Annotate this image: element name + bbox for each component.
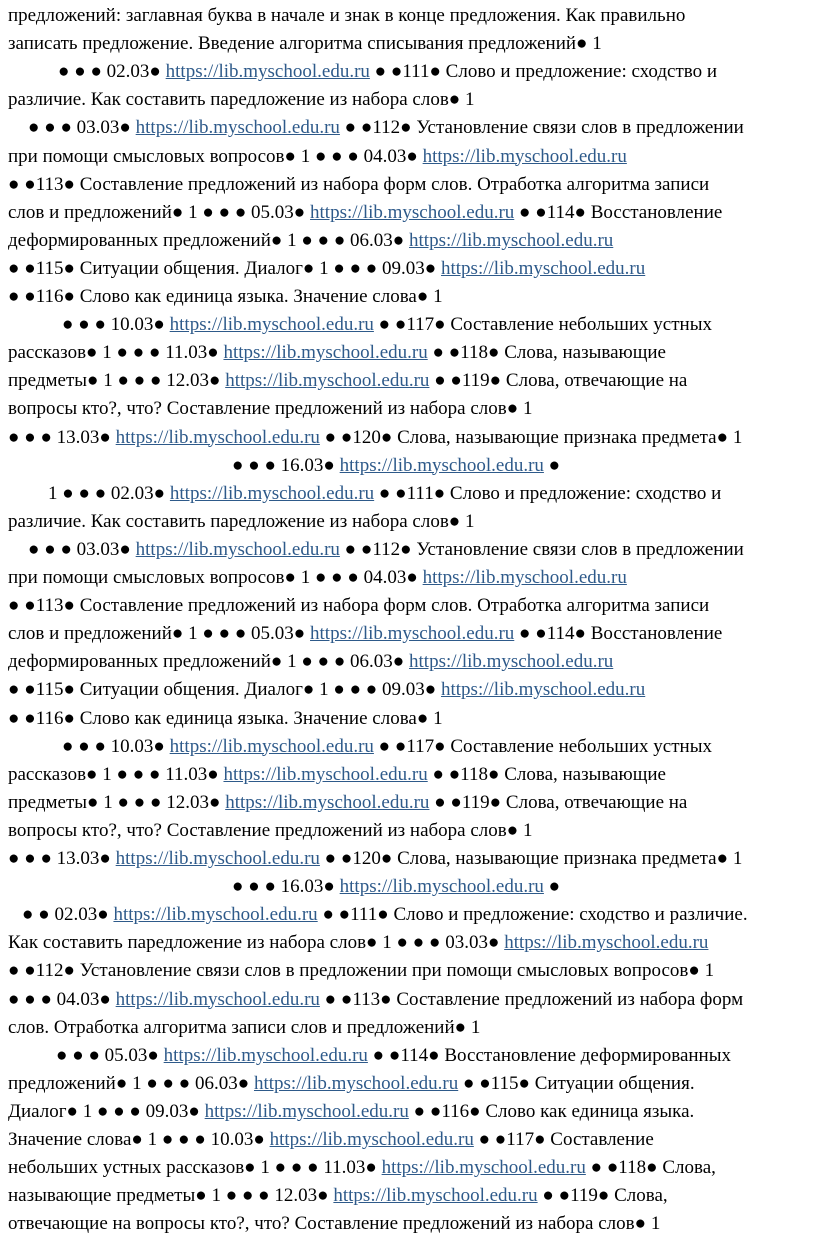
resource-link[interactable]: https://lib.myschool.edu.ru bbox=[204, 1100, 409, 1122]
line-text: Диалог● 1 ● ● ● 09.03● bbox=[8, 1100, 205, 1122]
resource-link[interactable]: https://lib.myschool.edu.ru bbox=[163, 1044, 368, 1066]
document-line bbox=[0, 227, 816, 255]
document-line bbox=[0, 283, 816, 311]
resource-link[interactable]: https://lib.myschool.edu.ru bbox=[409, 229, 614, 251]
line-text: предложений: заглавная буква в начале и знак в конце предложения. Как правильно bbox=[8, 5, 686, 26]
line-text: записать предложение. Введение алгоритма списывания предложений● 1 bbox=[8, 33, 602, 55]
line-text: ● bbox=[543, 876, 561, 898]
document-line bbox=[0, 424, 816, 452]
document-line bbox=[0, 1070, 816, 1098]
line-text: ● ● ● 16.03● bbox=[232, 876, 340, 898]
line-text: ● ●119● Слова, отвечающие на bbox=[429, 370, 688, 392]
resource-link[interactable]: https://lib.myschool.edu.ru bbox=[225, 370, 430, 392]
line-text: ● ● ● 16.03● bbox=[232, 454, 340, 476]
document-line bbox=[0, 817, 816, 845]
line-text: ● ●117● Составление небольших устных bbox=[373, 314, 712, 336]
resource-link[interactable]: https://lib.myschool.edu.ru bbox=[381, 1157, 586, 1179]
document-line bbox=[0, 58, 816, 86]
line-text: небольших устных рассказов● 1 ● ● ● 11.03● bbox=[8, 1157, 382, 1179]
line-text: ● bbox=[543, 454, 561, 476]
document-line bbox=[0, 761, 816, 789]
document-line bbox=[0, 311, 816, 339]
line-text: ● ●119● Слова, отвечающие на bbox=[429, 791, 688, 813]
line-text: ● ● ● 03.03● bbox=[28, 117, 136, 139]
line-text: ● ●120● Слова, называющие признака предмета● 1 bbox=[319, 426, 743, 448]
line-text: ● ●113● Составление предложений из набора форм bbox=[319, 988, 744, 1010]
line-text: ● ● ● 13.03● bbox=[8, 426, 116, 448]
line-text: Значение слова● 1 ● ● ● 10.03● bbox=[8, 1129, 270, 1150]
line-text: ● ●113● Составление предложений из набора форм слов. Отработка алгоритма записи bbox=[8, 595, 710, 617]
document-line bbox=[0, 143, 816, 171]
resource-link[interactable]: https://lib.myschool.edu.ru bbox=[165, 61, 370, 83]
document-line bbox=[0, 452, 816, 480]
line-text: ● ● ● 02.03● bbox=[58, 61, 166, 83]
line-text: рассказов● 1 ● ● ● 11.03● bbox=[8, 342, 224, 364]
resource-link[interactable]: https://lib.myschool.edu.ru bbox=[422, 567, 627, 588]
line-text: вопросы кто?, что? Составление предложений из набора слов● 1 bbox=[8, 819, 533, 841]
document-line bbox=[0, 873, 816, 901]
line-text: ● ●116● Слово как единица языка. bbox=[408, 1100, 695, 1122]
line-text: ● ●115● Ситуации общения. Диалог● 1 ● ● ● 09.03● bbox=[8, 257, 441, 279]
line-text: ● ●117● Составление bbox=[473, 1129, 654, 1150]
line-text: рассказов● 1 ● ● ● 11.03● bbox=[8, 763, 224, 785]
line-text: слов и предложений● 1 ● ● ● 05.03● bbox=[8, 201, 311, 223]
line-text: различие. Как составить паредложение из набора слов● 1 bbox=[8, 510, 475, 532]
resource-link[interactable]: https://lib.myschool.edu.ru bbox=[223, 342, 428, 364]
line-text: ● ●118● Слова, называющие bbox=[427, 763, 666, 785]
line-text: ● ● ● 05.03● bbox=[56, 1044, 164, 1066]
line-text: ● ● 02.03● bbox=[22, 904, 114, 926]
line-text: ● ● ● 13.03● bbox=[8, 848, 116, 869]
document-line bbox=[0, 676, 816, 704]
line-text: ● ●120● Слова, называющие признака предмета● 1 bbox=[319, 848, 743, 869]
line-text: ● ●111● Слово и предложение: сходство и bbox=[374, 482, 722, 504]
line-text: называющие предметы● 1 ● ● ● 12.03● bbox=[8, 1185, 334, 1207]
resource-link[interactable]: https://lib.myschool.edu.ru bbox=[269, 1129, 474, 1150]
document-line bbox=[0, 480, 816, 508]
resource-link[interactable]: https://lib.myschool.edu.ru bbox=[339, 876, 544, 898]
resource-link[interactable]: https://lib.myschool.edu.ru bbox=[169, 482, 375, 504]
line-text: ● ●119● Слова, bbox=[537, 1185, 668, 1207]
line-text: ● ● ● 03.03● bbox=[28, 538, 136, 560]
document-line bbox=[0, 2, 816, 30]
document-line bbox=[0, 30, 816, 58]
document-line bbox=[0, 1182, 816, 1210]
resource-link[interactable]: https://lib.myschool.edu.ru bbox=[339, 454, 544, 476]
resource-link[interactable]: https://lib.myschool.edu.ru bbox=[169, 735, 374, 757]
resource-link[interactable]: https://lib.myschool.edu.ru bbox=[253, 1072, 459, 1094]
line-text: вопросы кто?, что? Составление предложений из набора слов● 1 bbox=[8, 398, 533, 420]
line-text: слов и предложений● 1 ● ● ● 05.03● bbox=[8, 623, 311, 645]
document-line bbox=[0, 86, 816, 114]
resource-link[interactable]: https://lib.myschool.edu.ru bbox=[310, 623, 515, 645]
line-text: ● ● ● 10.03● bbox=[62, 735, 170, 757]
line-text: ● ●116● Слово как единица языка. Значение слова● 1 bbox=[8, 286, 443, 307]
document-line bbox=[0, 199, 816, 227]
document-line bbox=[0, 255, 816, 283]
resource-link[interactable]: https://lib.myschool.edu.ru bbox=[441, 679, 646, 701]
line-text: ● ●115● Ситуации общения. bbox=[458, 1072, 695, 1094]
document-line bbox=[0, 620, 816, 648]
line-text: деформированных предложений● 1 ● ● ● 06.03● bbox=[8, 651, 410, 673]
line-text: ● ●112● Установление связи слов в предложении bbox=[339, 117, 744, 139]
line-text: предметы● 1 ● ● ● 12.03● bbox=[8, 791, 226, 813]
document-line bbox=[0, 1210, 816, 1238]
resource-link[interactable]: https://lib.myschool.edu.ru bbox=[310, 201, 515, 223]
line-text: ● ●114● Восстановление bbox=[514, 623, 723, 645]
document-line bbox=[0, 508, 816, 536]
document-line bbox=[0, 986, 816, 1014]
document-line bbox=[0, 648, 816, 676]
document-line bbox=[0, 114, 816, 142]
document-line bbox=[0, 929, 816, 957]
line-text: ● ●118● Слова, называющие bbox=[427, 342, 666, 364]
line-text: ● ● ● 10.03● bbox=[62, 314, 170, 336]
line-text: ● ●114● Восстановление bbox=[514, 201, 723, 223]
resource-link[interactable]: https://lib.myschool.edu.ru bbox=[223, 763, 428, 785]
document-line bbox=[0, 536, 816, 564]
resource-link[interactable]: https://lib.myschool.edu.ru bbox=[135, 117, 340, 139]
resource-link[interactable]: https://lib.myschool.edu.ru bbox=[422, 145, 627, 167]
line-text: при помощи смысловых вопросов● 1 ● ● ● 04.03● bbox=[8, 567, 423, 588]
line-text: при помощи смысловых вопросов● 1 ● ● ● 04.03● bbox=[8, 145, 423, 167]
document-line bbox=[0, 1014, 816, 1042]
document-line bbox=[0, 901, 816, 929]
line-text: деформированных предложений● 1 ● ● ● 06.03● bbox=[8, 229, 410, 251]
line-text: Как составить паредложение из набора слов● 1 ● ● ● 03.03● bbox=[8, 932, 505, 954]
resource-link[interactable]: https://lib.myschool.edu.ru bbox=[225, 791, 430, 813]
document-line bbox=[0, 1126, 816, 1154]
resource-link[interactable]: https://lib.myschool.edu.ru bbox=[504, 932, 709, 954]
document-line bbox=[0, 845, 816, 873]
document-line bbox=[0, 789, 816, 817]
line-text: предметы● 1 ● ● ● 12.03● bbox=[8, 370, 226, 392]
document-line bbox=[0, 1042, 816, 1070]
resource-link[interactable]: https://lib.myschool.edu.ru bbox=[333, 1185, 538, 1207]
document-line bbox=[0, 564, 816, 592]
line-text: ● ●112● Установление связи слов в предложении при помощи смысловых вопросов● 1 bbox=[8, 960, 715, 982]
resource-link[interactable]: https://lib.myschool.edu.ru bbox=[409, 651, 614, 673]
line-text: ● ●113● Составление предложений из набора форм слов. Отработка алгоритма записи bbox=[8, 173, 710, 195]
resource-link[interactable]: https://lib.myschool.edu.ru bbox=[135, 538, 340, 560]
line-text: 1 ● ● ● 02.03● bbox=[48, 482, 170, 504]
line-text: ● ●115● Ситуации общения. Диалог● 1 ● ● ● 09.03● bbox=[8, 679, 441, 701]
document-line bbox=[0, 705, 816, 733]
resource-link[interactable]: https://lib.myschool.edu.ru bbox=[113, 904, 318, 926]
document-line bbox=[0, 592, 816, 620]
line-text: ● ●112● Установление связи слов в предложении bbox=[339, 538, 744, 560]
resource-link[interactable]: https://lib.myschool.edu.ru bbox=[115, 426, 320, 448]
line-text: ● ●111● Слово и предложение: сходство и bbox=[369, 61, 718, 83]
document-line bbox=[0, 171, 816, 199]
document-line bbox=[0, 395, 816, 423]
document-line bbox=[0, 339, 816, 367]
line-text: отвечающие на вопросы кто?, что? Составление предложений из набора слов● 1 bbox=[8, 1213, 661, 1235]
document-line bbox=[0, 1154, 816, 1182]
document-line bbox=[0, 1098, 816, 1126]
line-text: ● ●116● Слово как единица языка. Значение слова● 1 bbox=[8, 707, 443, 729]
resource-link[interactable]: https://lib.myschool.edu.ru bbox=[441, 257, 646, 279]
document-line bbox=[0, 367, 816, 395]
line-text: предложений● 1 ● ● ● 06.03● bbox=[8, 1072, 254, 1094]
line-text: ● ● ● 04.03● bbox=[8, 988, 116, 1010]
resource-link[interactable]: https://lib.myschool.edu.ru bbox=[115, 988, 320, 1010]
resource-link[interactable]: https://lib.myschool.edu.ru bbox=[115, 848, 320, 869]
line-text: слов. Отработка алгоритма записи слов и предложений● 1 bbox=[8, 1016, 481, 1038]
line-text: ● ●118● Слова, bbox=[585, 1157, 716, 1179]
resource-link[interactable]: https://lib.myschool.edu.ru bbox=[169, 314, 374, 336]
line-text: различие. Как составить паредложение из набора слов● 1 bbox=[8, 89, 475, 111]
line-text: ● ●114● Восстановление деформированных bbox=[367, 1044, 731, 1066]
line-text: ● ●117● Составление небольших устных bbox=[373, 735, 712, 757]
document-line bbox=[0, 733, 816, 761]
line-text: ● ●111● Слово и предложение: сходство и различие. bbox=[317, 904, 748, 926]
document-line bbox=[0, 957, 816, 985]
